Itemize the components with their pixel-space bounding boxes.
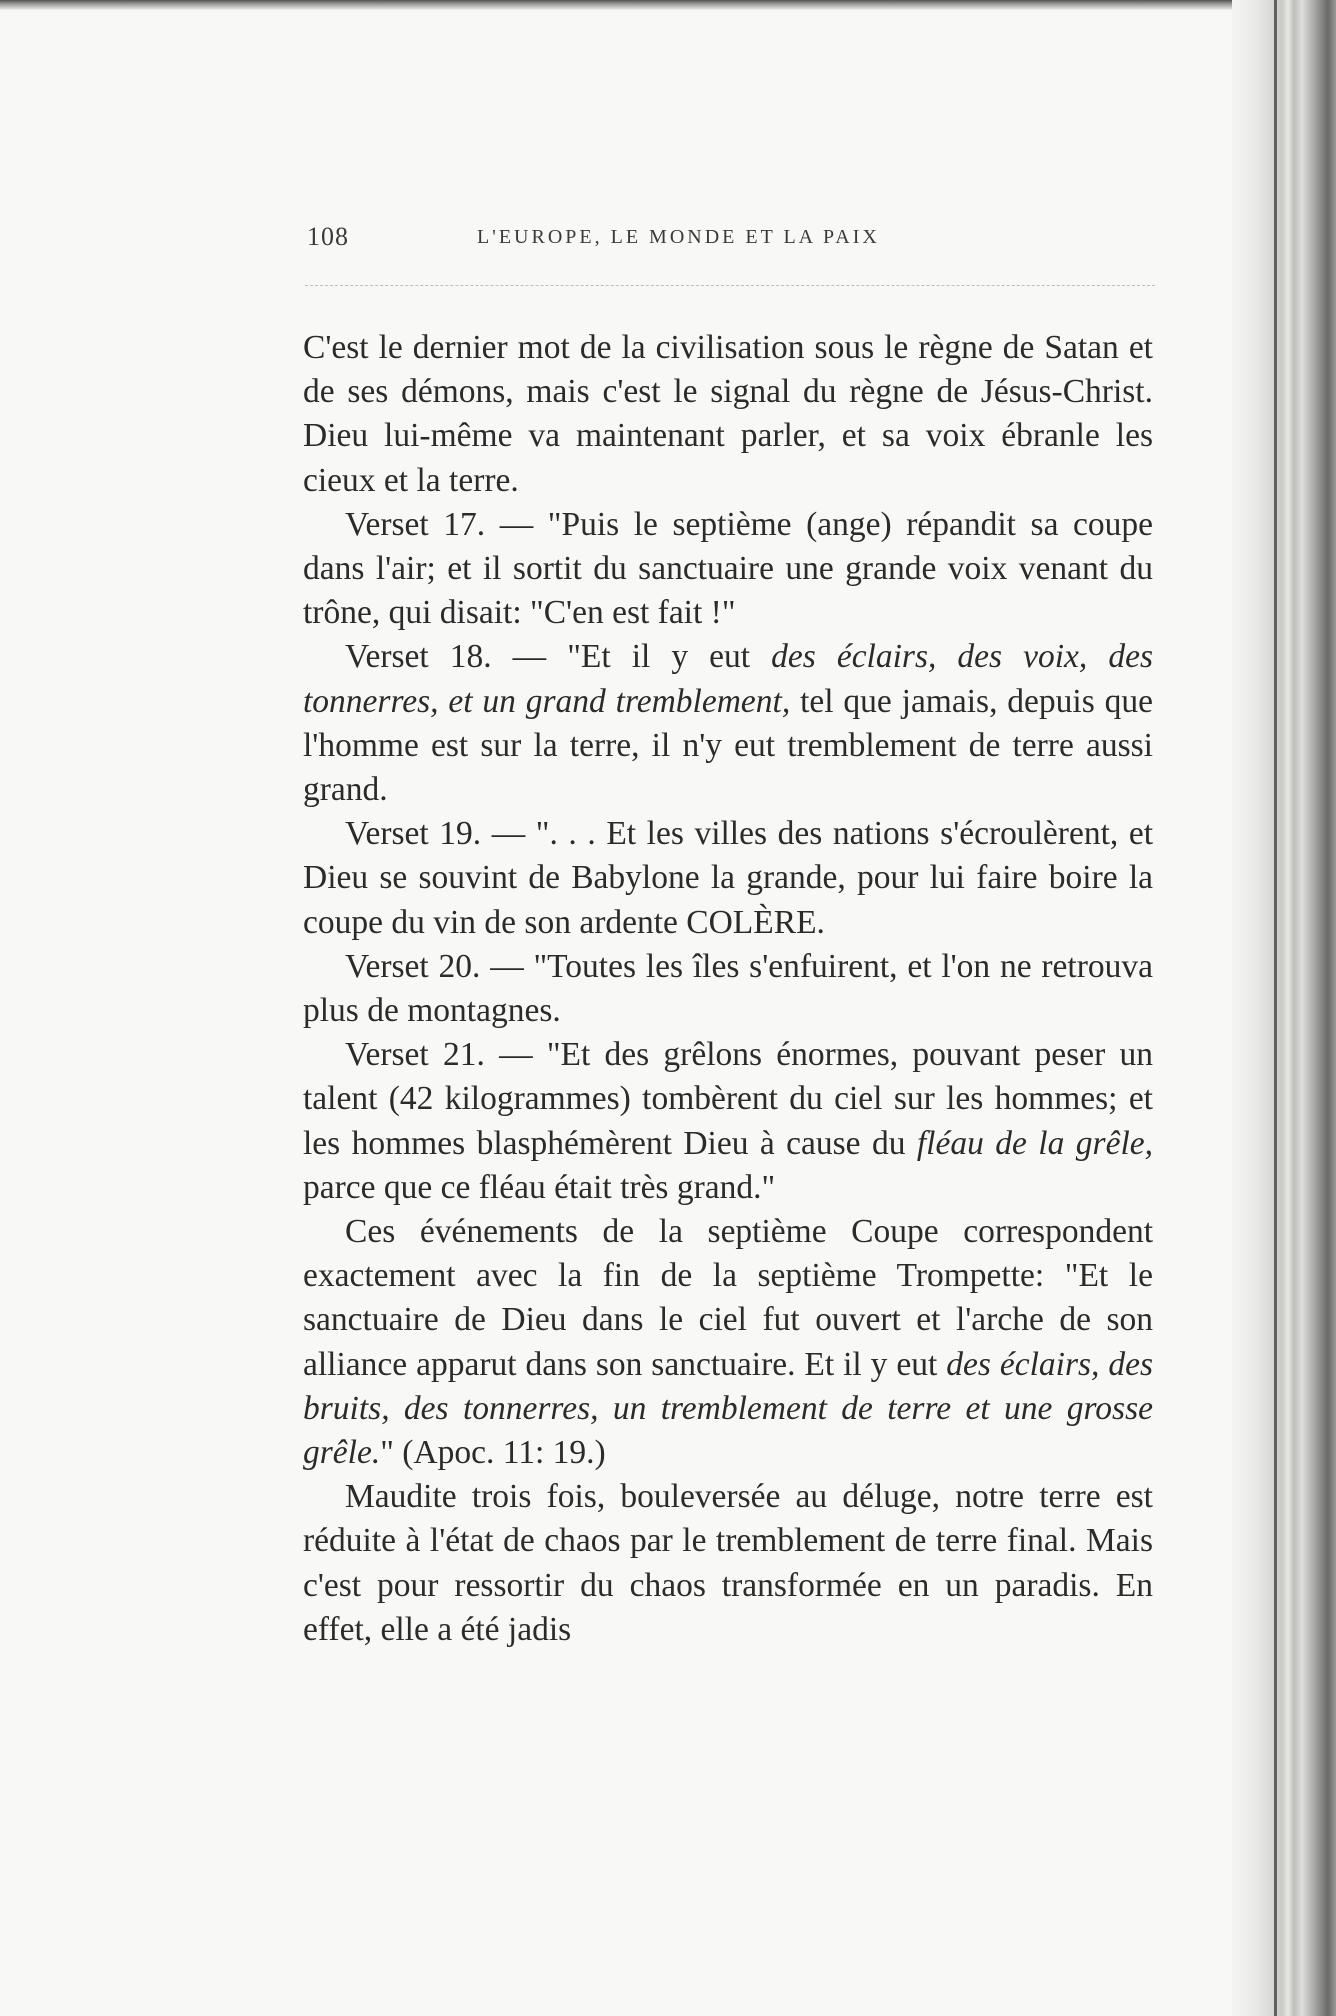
paragraph [303,812,1153,945]
text-run: Verset 19. — ". . . Et les villes des nations s'écroulèrent, et Dieu se souvint de Babylone la grande, pour lui faire boire la coupe du vin de son ardente COLÈRE. [303,815,1153,941]
paragraph [303,635,1153,812]
header-rule [305,285,1155,286]
running-head: L'EUROPE, LE MONDE ET LA PAIX [477,226,880,248]
paragraph [303,1033,1153,1210]
page-number: 108 [307,222,349,251]
text-run: tel que jamais, depuis que l'homme est sur la terre, il n'y eut tremblement de terre aussi grand. [303,682,1153,809]
text-run: Ces événements de la septième Coupe correspondent exactement avec la fin de la septième Trompette: "Et le sanctuaire de Dieu dans le ciel fut ouvert et l'arche de son alliance apparut dans son sanctuaire. Et il y eut [303,1213,1153,1383]
page-header [307,222,1154,254]
body-text [303,326,1153,1652]
paragraph [303,503,1153,636]
book-gutter [1232,0,1336,2016]
paragraph [303,1475,1153,1652]
text-run: Verset 20. — "Toutes les îles s'enfuirent, et l'on ne retrouva plus de montagnes. [303,947,1153,1030]
page-top-edge [0,0,1336,10]
paragraph [303,1210,1153,1475]
text-run: Verset 17. — "Puis le septième (ange) répandit sa coupe dans l'air; et il sortit du sanctuaire une grande voix venant du trône, qui disait: "C'en est fait !" [303,505,1153,632]
text-run: Verset 18. — "Et il y eut [345,638,772,676]
italic-run: des éclairs, des bruits, des tonnerres, un tremblement de terre et une grosse grêle. [303,1345,1153,1472]
paragraph [303,326,1153,503]
italic-run: des éclairs, des voix, des tonnerres, et un grand tremblement, [303,638,1153,720]
text-run: Maudite trois fois, bouleversée au déluge, notre terre est réduite à l'état de chaos par le tremblement de terre final. Mais c'est pour ressortir du chaos transformée en un paradis. En effet, elle a été jadis [303,1478,1153,1648]
gutter-shadow-line [1274,0,1277,2016]
italic-run: fléau de la grêle, [916,1124,1153,1162]
text-run: Verset 21. — "Et des grêlons énormes, pouvant peser un talent (42 kilogrammes) tombèrent du ciel sur les hommes; et les hommes blasphémèrent Dieu à cause du [303,1036,1153,1162]
paragraph [303,945,1153,1033]
text-run: parce que ce fléau était très grand." [303,1168,776,1206]
text-run: " (Apoc. 11: 19.) [380,1434,606,1472]
text-run: C'est le dernier mot de la civilisation sous le règne de Satan et de ses démons, mais c'est le signal du règne de Jésus-Christ. Dieu lui-même va maintenant parler, et sa voix ébranle les cieux et la terre. [303,329,1153,499]
